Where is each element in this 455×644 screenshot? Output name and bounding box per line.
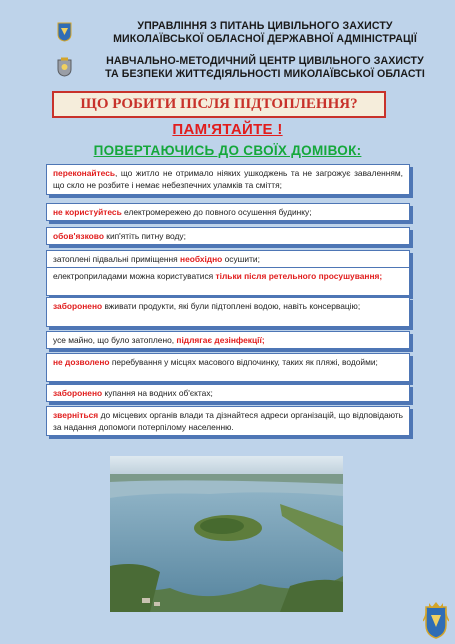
advice-item-10: зверніться до місцевих органів влади та дізнайтеся адреси організацій, що відповідають за надання допомоги потерпілому населенню.: [46, 406, 410, 436]
advice-item-7: усе майно, що було затоплено, підлягає дезінфекції;: [46, 331, 410, 349]
advice-item-1: переконайтесь, що житло не отримало ніяких ушкоджень та не загрожує заваленням, що скло не розбите і немає небезпечних уламків та сміття;: [46, 164, 410, 195]
advice-item-6: заборонено вживати продукти, які були підтоплені водою, навіть консервацію;: [46, 297, 410, 327]
org-title-2: [80, 55, 450, 81]
remember-heading: ПАМ'ЯТАЙТЕ !: [172, 121, 283, 138]
city-emblem-icon: [423, 601, 449, 639]
header-line-4: ТА БЕЗПЕКИ ЖИТТЄДІЯЛЬНОСТІ МИКОЛАЇВСЬКОЇ ОБЛАСТІ: [105, 68, 425, 80]
advice-item-9: заборонено купання на водних об'єктах;: [46, 384, 410, 402]
regional-crest-icon: [57, 22, 72, 42]
aerial-flood-photo: [110, 456, 343, 612]
section-subtitle: ПОВЕРТАЮЧИСЬ ДО СВОЇХ ДОМІВОК:: [93, 143, 362, 158]
header-line-2: МИКОЛАЇВСЬКОЇ ОБЛАСНОЇ ДЕРЖАВНОЇ АДМІНІСТРАЦІЇ: [113, 33, 417, 45]
header-line-1: УПРАВЛІННЯ З ПИТАНЬ ЦИВІЛЬНОГО ЗАХИСТУ: [137, 20, 393, 32]
header-line-3: НАВЧАЛЬНО-МЕТОДИЧНИЙ ЦЕНТР ЦИВІЛЬНОГО ЗАХИСТУ: [106, 55, 424, 67]
org-title-1: [80, 20, 450, 46]
advice-item-3: обов'язково кип'ятіть питну воду;: [46, 227, 410, 245]
center-emblem-icon: [57, 57, 72, 77]
advice-item-2: не користуйтесь електромережею до повного осушення будинку;: [46, 203, 410, 221]
advice-item-8: не дозволено перебування у місцях масового відпочинку, таких як пляжі, водойми;: [46, 353, 410, 382]
advice-item-5: електроприладами можна користуватися тільки після ретельного просушування;: [46, 267, 410, 296]
main-title: ЩО РОБИТИ ПІСЛЯ ПІДТОПЛЕННЯ?: [52, 91, 386, 118]
advice-item-4: затоплені підвальні приміщення необхідно осушити;: [46, 250, 410, 268]
